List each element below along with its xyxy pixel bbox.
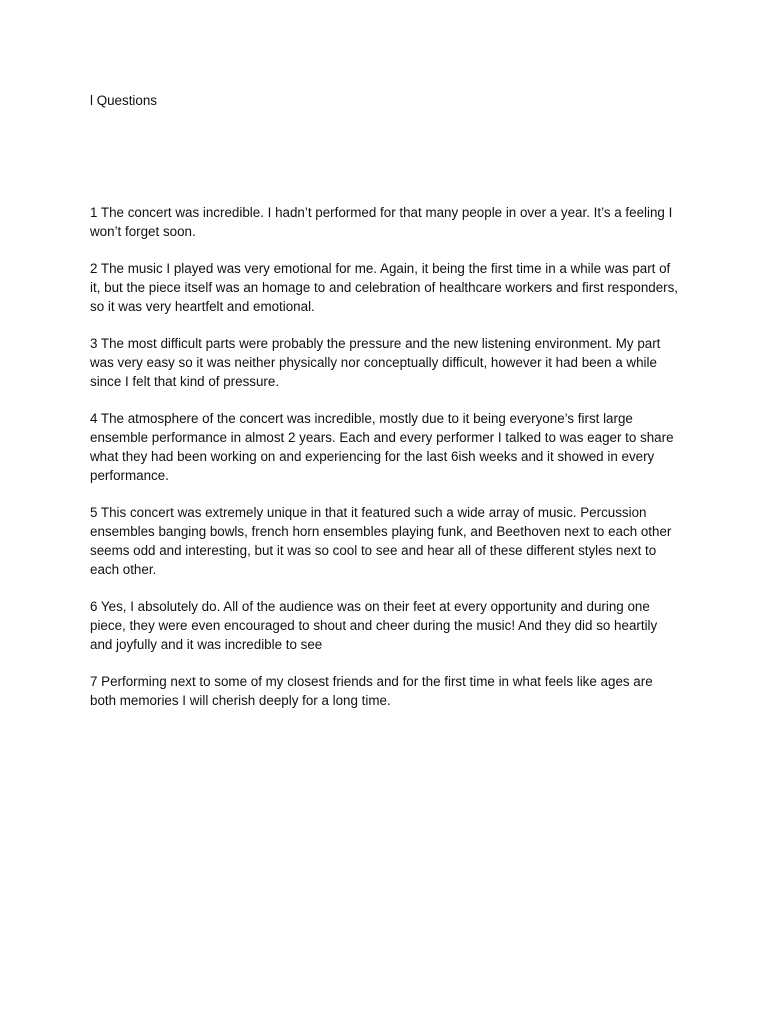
document-title: l Questions xyxy=(90,93,157,108)
answer-1: 1 The concert was incredible. I hadn’t performed for that many people in over a year. It’s a feeling I won’t forget soon. xyxy=(90,205,673,239)
answer-5: 5 This concert was extremely unique in that it featured such a wide array of music. Percussion ensembles banging bowls, french horn ensembles playing funk, and Beethoven next to each other seems odd and interesting, but it was so cool to see and hear all of these different styles next to each other. xyxy=(90,505,672,577)
answers-list xyxy=(90,204,680,729)
answer-4: 4 The atmosphere of the concert was incredible, mostly due to it being everyone’s first large ensemble performance in almost 2 years. Each and every performer I talked to was eager to share what they had been working on and experiencing for the last 6ish weeks and it showed in every performance. xyxy=(90,411,674,483)
answer-6: 6 Yes, I absolutely do. All of the audience was on their feet at every opportunity and during one piece, they were even encouraged to shout and cheer during the music! And they did so heartily and joyfully and it was incredible to see xyxy=(90,598,658,652)
answer-2: 2 The music I played was very emotional for me. Again, it being the first time in a while was part of it, but the piece itself was an homage to and celebration of healthcare workers and first responders, so it was very heartfelt and emotional. xyxy=(90,261,679,314)
answer-7: 7 Performing next to some of my closest friends and for the first time in what feels like ages are both memories I will cherish deeply for a long time. xyxy=(90,674,653,708)
answer-3: 3 The most difficult parts were probably the pressure and the new listening environment. My part was very easy so it was neither physically nor conceptually difficult, however it had been a while since I felt that kind of pressure. xyxy=(90,336,661,389)
